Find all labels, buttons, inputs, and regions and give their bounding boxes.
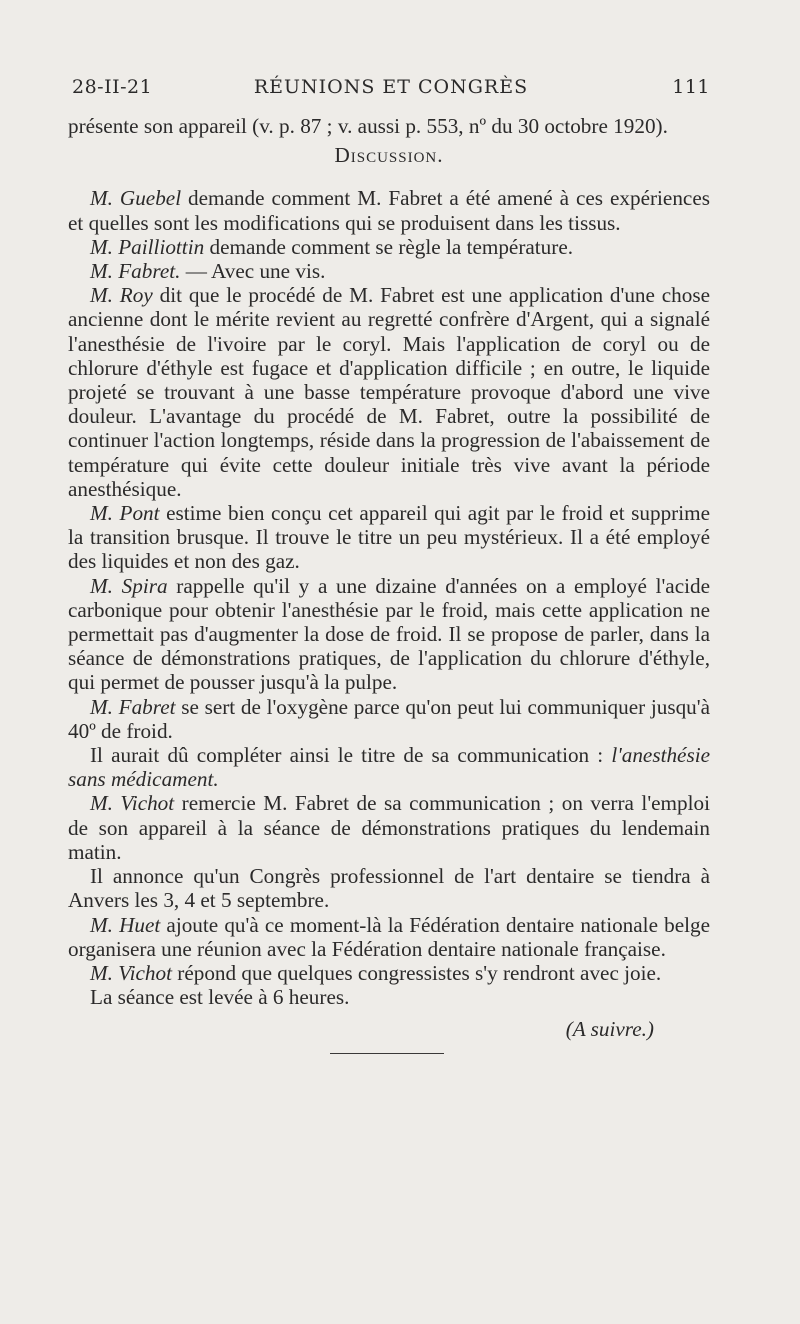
paragraph-text: demande comment se règle la température. (204, 234, 574, 259)
paragraph-text: se sert de l'oxygène parce qu'on peut lui communiquer jusqu'à 40º de froid. (68, 694, 710, 743)
speaker-name: M. Fabret. (90, 259, 181, 284)
speaker-name: M. Pont (90, 501, 160, 526)
to-be-continued-text: (A suivre.) (565, 1017, 654, 1042)
section-heading: Discussion. (334, 143, 444, 168)
paragraph-text: ajoute qu'à ce moment-là la Fédération dentaire nationale belge organisera une réunion avec la Fédération dentaire nationale française. (68, 912, 710, 961)
paragraph-text: dit que le procédé de M. Fabret est une application d'une chose ancienne dont le mérite revient au regretté confrère d'Argent, qui a signalé l'anesthésie de l'ivoire par le coryl. Mais l'application de coryl ou de chlorure d'éthyle est fugace et d'application difficile ; en outre, le liquide projeté se trouvant à une basse température provoque d'abord une vive douleur. L'avantage du procédé de M. Fabret, outre la possibilité de continuer l'action longtemps, réside dans la progression de l'abaissement de température qui évite cette douleur initiale très vive avant la période anesthésique. (68, 283, 710, 501)
paragraph-vichot-reply (68, 961, 710, 985)
closing-rule (330, 1053, 444, 1054)
paragraph-fabret-reply (68, 259, 710, 283)
paragraph-text: demande comment M. Fabret a été amené à ces expériences et quelles sont les modifications qui se produisent dans les tissus. (68, 186, 710, 235)
paragraph-spira (68, 574, 710, 695)
communication-title: l'anesthésie sans médicament. (68, 743, 710, 792)
speaker-name: M. Spira (90, 573, 168, 598)
paragraph-text: remercie M. Fabret de sa communication ; on verra l'emploi de son appareil à la séance de démonstrations pratiques du lendemain matin. (68, 791, 710, 864)
paragraph-pont (68, 501, 710, 574)
paragraph-huet (68, 913, 710, 961)
to-be-continued (68, 1017, 710, 1041)
paragraph-guebel (68, 186, 710, 234)
paragraph-text: rappelle qu'il y a une dizaine d'années on a employé l'acide carbonique pour obtenir l'anesthésie par le froid, mais cette application ne permettait pas d'augmenter la dose de froid. Il se propose de parler, dans la séance de démonstrations pratiques, de l'application du chlorure d'éthyle, qui permet de pousser jusqu'à la pulpe. (68, 573, 710, 695)
speaker-name: M. Pailliottin (90, 234, 205, 259)
paragraph-pailliottin (68, 235, 710, 259)
header-date: 28-II-21 (72, 76, 153, 98)
paragraph-text: répond que quelques congressistes s'y rendront avec joie. (171, 960, 662, 985)
body-text (68, 114, 710, 1054)
paragraph-vichot (68, 791, 710, 864)
speaker-name: M. Roy (90, 283, 153, 308)
paragraph-text: estime bien conçu cet appareil qui agit par le froid et supprime la transition brusque. Il trouve le titre un peu mystérieux. Il a été employé des liquides et non des gaz. (68, 501, 710, 574)
paragraph-title-note (68, 743, 710, 791)
paragraph-continuation: présente son appareil (v. p. 87 ; v. aussi p. 553, nº du 30 octobre 1920). (68, 114, 668, 138)
paragraph-text: Il aurait dû compléter ainsi le titre de sa communication : (90, 743, 604, 768)
paragraph-congress: Il annonce qu'un Congrès professionnel de l'art dentaire se tiendra à Anvers les 3, 4 et 5 septembre. (68, 864, 710, 913)
speaker-name: M. Huet (90, 912, 161, 937)
paragraph-text: — Avec une vis. (180, 259, 326, 284)
running-header (72, 76, 710, 102)
paragraph-roy (68, 283, 710, 501)
speaker-name: M. Vichot (90, 960, 172, 985)
speaker-name: M. Fabret (90, 694, 176, 719)
speaker-name: M. Vichot (90, 791, 175, 816)
header-title: RÉUNIONS ET CONGRÈS (253, 76, 529, 98)
paragraph-closing: La séance est levée à 6 heures. (90, 985, 350, 1010)
page-number: 111 (672, 76, 710, 98)
speaker-name: M. Guebel (90, 186, 182, 211)
paragraph-fabret-oxygen (68, 695, 710, 743)
